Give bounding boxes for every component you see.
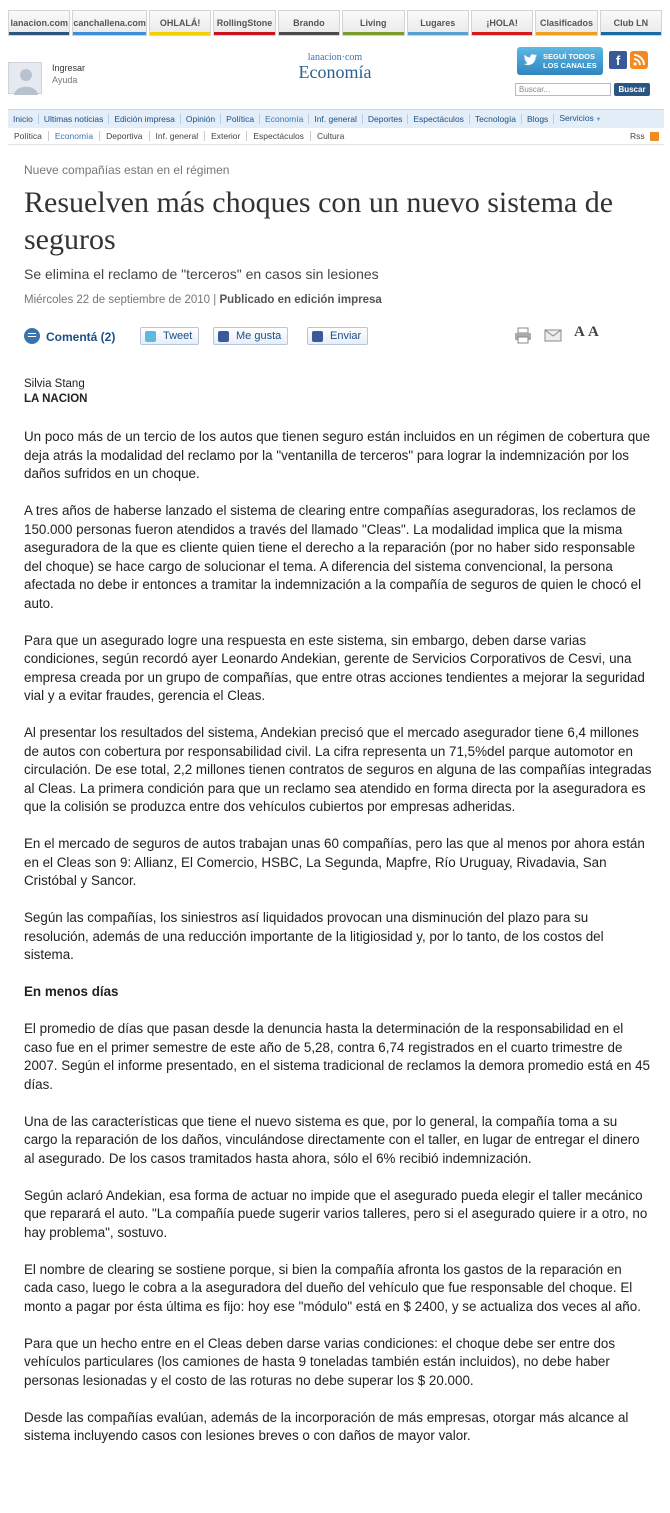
- send-label: Enviar: [330, 330, 362, 342]
- follow-all-channels-button[interactable]: [517, 47, 603, 75]
- font-decrease-button[interactable]: A: [588, 324, 599, 340]
- article-date: Miércoles 22 de septiembre de 2010: [24, 294, 211, 306]
- network-link-label: ¡HOLA!: [486, 18, 518, 28]
- network-stripe: [536, 32, 596, 35]
- social-channels: [517, 47, 651, 75]
- search-button[interactable]: Buscar: [614, 83, 650, 96]
- network-stripe: [9, 32, 69, 35]
- like-label: Me gusta: [236, 330, 282, 342]
- comments-link[interactable]: Comentá (2): [46, 330, 116, 344]
- subnav-item-exterior[interactable]: Exterior: [205, 131, 247, 141]
- subnav-item-deportiva[interactable]: Deportiva: [100, 131, 149, 141]
- article-dateline: [24, 294, 382, 306]
- network-link-label: lanacion.com: [10, 18, 68, 28]
- network-stripe: [408, 32, 468, 35]
- paragraph: El nombre de clearing se sostiene porque, si bien la compañía afronta los gastos de la reparación en cada caso, luego le cobra a la aseguradora del dueño del vehículo que fue responsable del choque. El monto a pagar por ésta última es fijo: hoy ese "módulo" está en $ 2400, y se actualiza dos veces al año.: [24, 1261, 641, 1314]
- nav-item-edicion-impresa[interactable]: Edición impresa: [109, 114, 180, 124]
- network-bar: [8, 10, 664, 36]
- article-body: [24, 428, 652, 1464]
- network-link-label: Brando: [293, 18, 325, 28]
- article-subhead: En menos días: [24, 984, 119, 999]
- network-stripe: [601, 32, 661, 35]
- network-link-label: Living: [360, 18, 387, 28]
- follow-line-2: LOS CANALES: [543, 61, 597, 70]
- facebook-icon[interactable]: f: [609, 51, 627, 69]
- paragraph: Para que un hecho entre en el Cleas deben darse varias condiciones: el choque debe ser entre dos vehículos particulares (los camiones de hasta 9 toneladas también están incluidos), no debe haber personas lesionadas y el costo de las roturas no debe superar los $ 20.000.: [24, 1335, 616, 1388]
- article-tools: [514, 324, 644, 346]
- network-stripe: [150, 32, 210, 35]
- sub-nav: [8, 128, 664, 145]
- tweet-button[interactable]: [140, 327, 199, 345]
- nav-item-ultimas-noticias[interactable]: Ultimas noticias: [39, 114, 110, 124]
- nav-item-inicio[interactable]: Inicio: [8, 114, 39, 124]
- like-button[interactable]: [213, 327, 288, 345]
- send-button[interactable]: [307, 327, 368, 345]
- user-avatar-icon[interactable]: [8, 62, 42, 94]
- network-stripe: [343, 32, 403, 35]
- help-link[interactable]: Ayuda: [52, 75, 78, 85]
- network-link-brando[interactable]: [278, 10, 340, 36]
- twitter-icon: [145, 331, 156, 342]
- nav-item-deportes[interactable]: Deportes: [363, 114, 409, 124]
- article-edition[interactable]: Publicado en edición impresa: [219, 294, 382, 306]
- network-link-label: Clasificados: [539, 18, 593, 28]
- network-stripe: [73, 32, 146, 35]
- login-block: [52, 62, 85, 86]
- comment-icon[interactable]: [24, 328, 40, 344]
- paragraph: Un poco más de un tercio de los autos que tienen seguro están incluidos en un régimen de cobertura que deja atrás la modalidad del reclamo por la "ventanilla de terceros" para lograr la indemnización por los daños sufridos en un choque.: [24, 429, 651, 481]
- main-nav: [8, 109, 664, 128]
- font-increase-button[interactable]: A: [574, 324, 585, 340]
- network-stripe: [279, 32, 339, 35]
- network-link-label: Lugares: [420, 18, 456, 28]
- subnav-item-politica[interactable]: Política: [8, 131, 49, 141]
- section-name: Economía: [298, 62, 372, 82]
- paragraph: Según aclaró Andekian, esa forma de actuar no impide que el asegurado pueda elegir el taller mecánico que reparará el auto. "La compañía puede sugerir varios talleres, pero si el asegurado quiere ir a otro, no hay problema", sostuvo.: [24, 1187, 648, 1240]
- paragraph: Desde las compañías evalúan, además de la incorporación de más empresas, otorgar más alcance al sistema incluyendo casos con lesiones breves o con daños de mayor valor.: [24, 1409, 629, 1443]
- network-stripe: [472, 32, 532, 35]
- nav-item-blogs[interactable]: Blogs: [522, 114, 554, 124]
- subnav-item-inf-general[interactable]: Inf. general: [150, 131, 206, 141]
- network-link-living[interactable]: [342, 10, 404, 36]
- subnav-item-espectaculos[interactable]: Espectáculos: [247, 131, 311, 141]
- paragraph: Al presentar los resultados del sistema, Andekian precisó que el mercado asegurador tiene 6,4 millones de autos con cobertura por responsabilidad civil. La cifra representa un 71,5%del parque automotor en circulación. De ese total, 2,2 millones tienen contratos de seguros en alguna de las compañías integradas al Cleas. La primera condición para que un reclamo sea atendido en forma directa por la aseguradora es que la colisión se produzca entre dos vehículos cubiertos por empresas adheridas.: [24, 725, 652, 814]
- login-link[interactable]: Ingresar: [52, 63, 86, 73]
- email-icon[interactable]: [544, 326, 562, 344]
- network-link-canchallena[interactable]: [72, 10, 147, 36]
- print-icon[interactable]: [514, 326, 532, 344]
- subnav-item-cultura[interactable]: Cultura: [316, 131, 345, 141]
- outlet-name: LA NACION: [24, 393, 88, 405]
- rss-small-icon[interactable]: [650, 132, 659, 141]
- nav-item-opinion[interactable]: Opinión: [181, 114, 221, 124]
- paragraph: Según las compañías, los siniestros así liquidados provocan una disminución del plazo para su resolución, además de una reducción importante de la litigiosidad y, por lo tanto, de los costos del sistema.: [24, 910, 604, 962]
- rss-link[interactable]: Rss: [630, 131, 645, 141]
- network-link-label: RollingStone: [216, 18, 273, 28]
- network-stripe: [214, 32, 274, 35]
- network-link-hola[interactable]: [471, 10, 533, 36]
- network-link-lanacion[interactable]: [8, 10, 70, 36]
- twitter-bird-icon: [522, 52, 538, 68]
- site-name: lanacion·com: [307, 52, 363, 63]
- dateline-separator: |: [213, 294, 217, 306]
- network-link-lugares[interactable]: [407, 10, 469, 36]
- tweet-label: Tweet: [163, 330, 193, 342]
- network-link-clasificados[interactable]: [535, 10, 597, 36]
- paragraph: Una de las características que tiene el nuevo sistema es que, por lo general, la compañía toma a su cargo la reparación de los daños, vinculándose directamente con el taller, en lugar de entregar el dinero al asegurado. De los casos tramitados hasta ahora, sólo el 6% recibió indemnización.: [24, 1113, 640, 1166]
- author-name[interactable]: Silvia Stang: [24, 378, 85, 390]
- network-link-label: Club LN: [613, 18, 649, 28]
- article-kicker: Nueve compañías estan en el régimen: [24, 163, 230, 177]
- article-subtitle: Se elimina el reclamo de "terceros" en casos sin lesiones: [24, 266, 379, 282]
- paragraph: Para que un asegurado logre una respuesta en este sistema, sin embargo, deben darse varias condiciones, según recordó ayer Leonardo Andekian, gerente de Servicios Corporativos de Cesvi, una empresa creada por un grupo de compañías, que entre otras acciones tendientes a mejorar la seguridad vial y a evitar fraudes, gerencia el Cleas.: [24, 632, 645, 703]
- paragraph: A tres años de haberse lanzado el sistema de clearing entre compañías aseguradoras, los reclamos de 150.000 personas fueron atendidos a través del llamado "Cleas". La modalidad implica que la misma aseguradora de la que es cliente quien tiene el derecho a la reparación (por no haber sido responsable del choque) se hace cargo de solucionar el tema. A diferencia del sistema convencional, la persona afectada no debe ir entonces a tramitar la indemnización a la compañía de seguros de quien le chocó el auto.: [24, 503, 642, 611]
- nav-item-inf-general[interactable]: Inf. general: [309, 114, 363, 124]
- article-title: Resuelven más choques con un nuevo sistema de seguros: [24, 186, 614, 256]
- byline: [24, 377, 87, 407]
- chevron-down-icon: ▼: [593, 117, 602, 123]
- network-link-label: canchallena.com: [73, 18, 146, 28]
- paragraph: En el mercado de seguros de autos trabajan unas 60 compañías, pero las que al menos por ahora están en el Cleas son 9: Allianz, El Comercio, HSBC, La Segunda, Mapfre, Río Uruguay, Rivadavia, San Cristóbal y Sancor.: [24, 836, 645, 888]
- brand-logo[interactable]: [240, 52, 430, 83]
- facebook-send-icon: [312, 331, 323, 342]
- nav-item-politica[interactable]: Política: [221, 114, 260, 124]
- subnav-item-economia[interactable]: Economía: [49, 131, 100, 141]
- nav-item-servicios[interactable]: [554, 113, 606, 125]
- rss-icon[interactable]: [630, 51, 648, 69]
- facebook-like-icon: [218, 331, 229, 342]
- follow-line-1: SEGUÍ TODOS: [543, 52, 595, 61]
- network-link-clubln[interactable]: [600, 10, 662, 36]
- paragraph: El promedio de días que pasan desde la denuncia hasta la determinación de la responsabilidad en el caso fue en el primer semestre de este año de 5,28, contra 6,74 registrados en el cuarto trimestre de 2007. Según el informe presentado, en el sistema tradicional de reclamos la demora promedio está en 45 días.: [24, 1021, 651, 1092]
- nav-item-espectaculos[interactable]: Espectáculos: [408, 114, 470, 124]
- nav-item-tecnologia[interactable]: Tecnología: [470, 114, 522, 124]
- search-input[interactable]: Buscar...: [515, 83, 611, 96]
- nav-item-servicios-label: Servicios: [559, 113, 594, 123]
- network-link-rollingstone[interactable]: [213, 10, 275, 36]
- nav-item-economia[interactable]: Economía: [260, 114, 309, 124]
- network-link-label: OHLALÁ!: [159, 18, 201, 28]
- network-link-ohlala[interactable]: [149, 10, 211, 36]
